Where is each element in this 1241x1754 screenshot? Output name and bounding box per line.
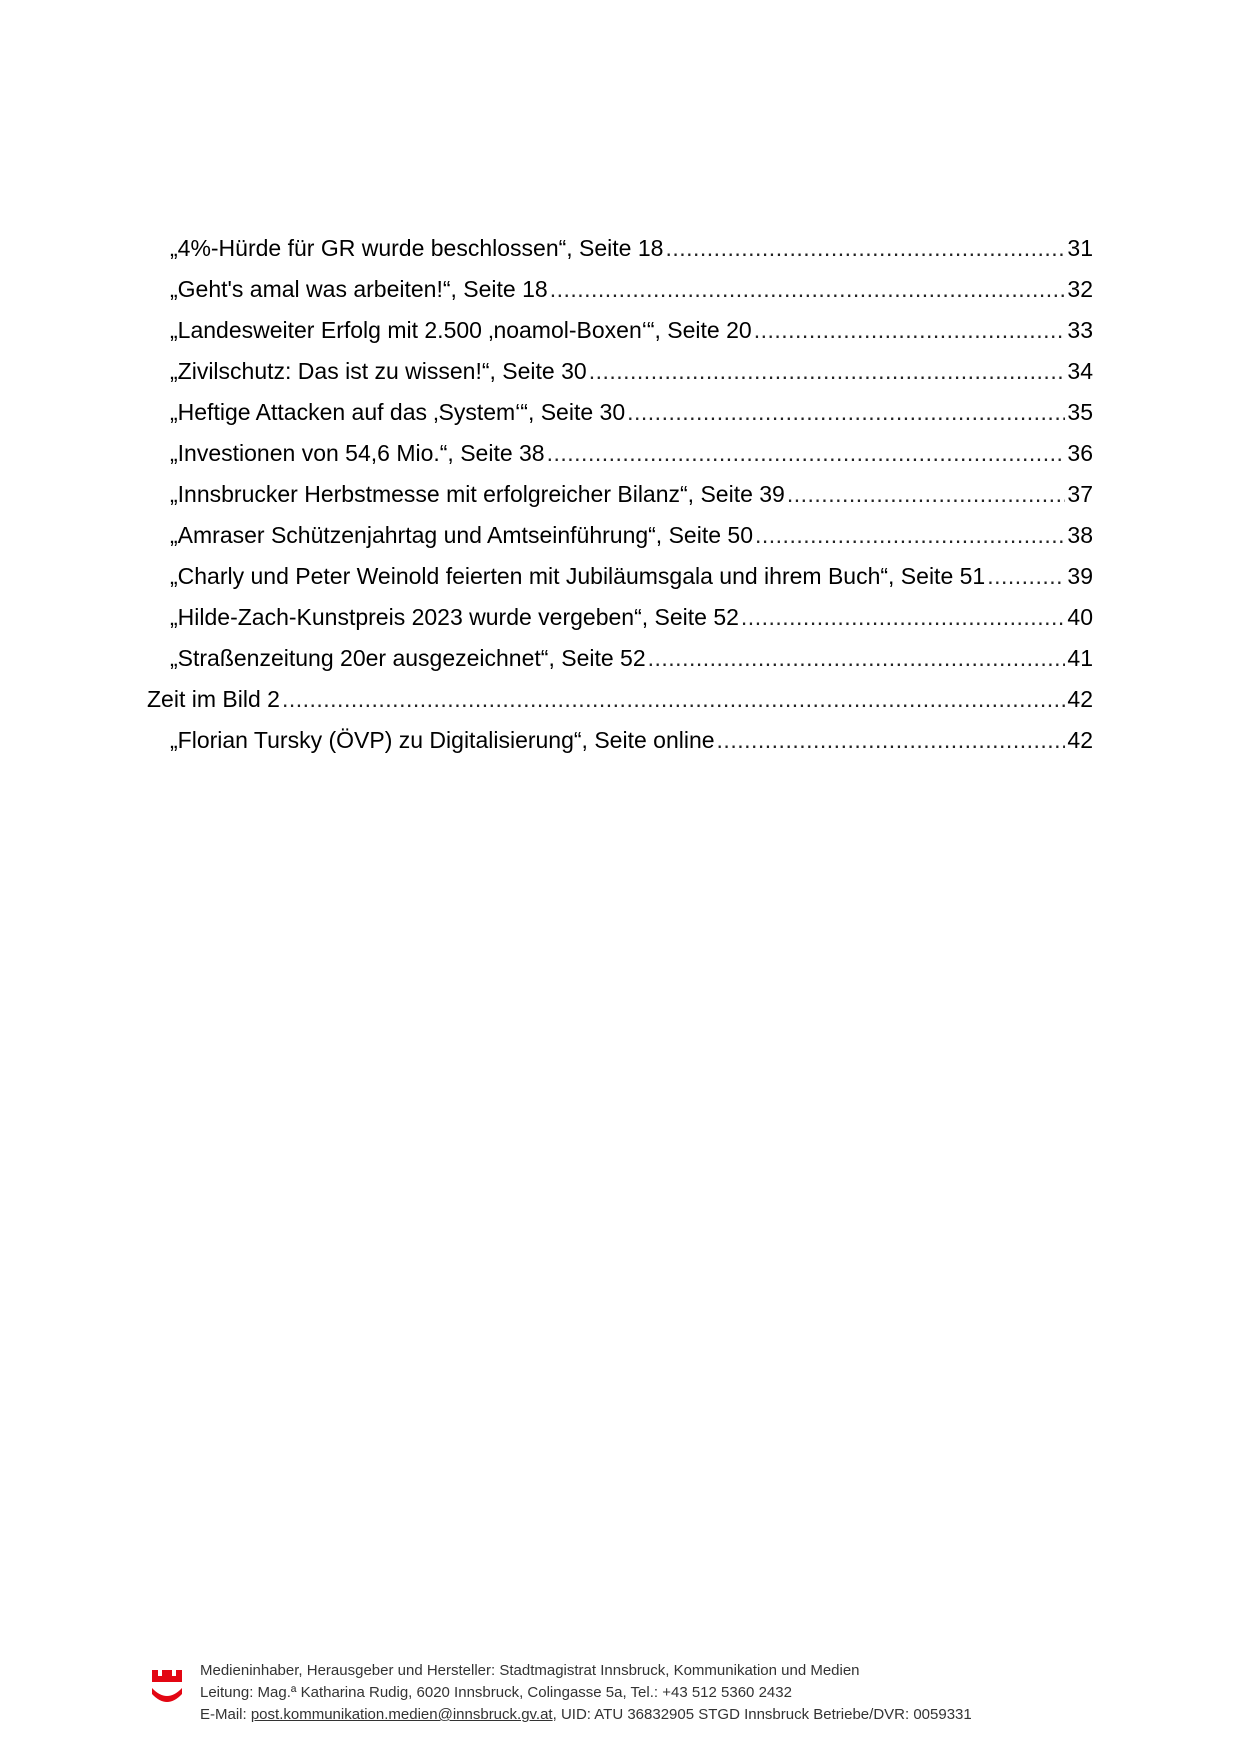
- toc-entry-page: 31: [1067, 235, 1093, 261]
- toc-entry-title: „Innsbrucker Herbstmesse mit erfolgreicher Bilanz“, Seite 39: [170, 481, 785, 507]
- toc-section-entry[interactable]: [147, 684, 1093, 714]
- toc-entry-page: 37: [1067, 481, 1093, 507]
- email-label: E-Mail:: [200, 1706, 251, 1723]
- toc-entry[interactable]: [170, 274, 1093, 304]
- toc-dot-leader: [754, 315, 1066, 345]
- toc-entry-title: „Investionen von 54,6 Mio.“, Seite 38: [170, 440, 545, 466]
- toc-entry-page: 35: [1067, 399, 1093, 425]
- toc-dot-leader: [550, 274, 1066, 304]
- toc-entry[interactable]: [170, 602, 1093, 632]
- toc-entry-title: „Geht's amal was arbeiten!“, Seite 18: [170, 276, 548, 302]
- toc-entry-page: 38: [1067, 522, 1093, 548]
- footer-line-management: Leitung: Mag.ª Katharina Rudig, 6020 Innsbruck, Colingasse 5a, Tel.: +43 512 5360 2432: [200, 1684, 792, 1701]
- toc-entry-title: „Zivilschutz: Das ist zu wissen!“, Seite 30: [170, 358, 587, 384]
- toc-entry-page: 42: [1067, 727, 1093, 753]
- toc-entry[interactable]: [170, 643, 1093, 673]
- email-link[interactable]: post.kommunikation.medien@innsbruck.gv.at: [250, 1706, 553, 1723]
- toc-entry-page: 39: [1067, 563, 1093, 589]
- toc-dot-leader: [589, 356, 1066, 386]
- toc-entry-title: „Landesweiter Erfolg mit 2.500 ‚noamol-Boxen‘“, Seite 20: [170, 317, 752, 343]
- toc-entry[interactable]: [170, 233, 1093, 263]
- toc-entry-title: „Heftige Attacken auf das ‚System‘“, Seite 30: [170, 399, 626, 425]
- toc-entry-title: „Charly und Peter Weinold feierten mit Jubiläumsgala und ihrem Buch“, Seite 51: [170, 563, 986, 589]
- footer-line-publisher: Medieninhaber, Herausgeber und Hersteller: Stadtmagistrat Innsbruck, Kommunikation und Medien: [200, 1662, 860, 1679]
- toc-dot-leader: [627, 397, 1065, 427]
- toc-dot-leader: [665, 233, 1065, 263]
- innsbruck-logo-icon: [150, 1664, 184, 1708]
- toc-entry-page: 33: [1067, 317, 1093, 343]
- toc-dot-leader: [787, 479, 1066, 509]
- footer-imprint: [200, 1660, 972, 1726]
- toc-entry[interactable]: [170, 438, 1093, 468]
- page-footer: [150, 1660, 1110, 1730]
- toc-entry[interactable]: [170, 356, 1093, 386]
- toc-entry-title: Zeit im Bild 2: [147, 686, 280, 712]
- toc-entry-title: „Straßenzeitung 20er ausgezeichnet“, Seite 52: [170, 645, 646, 671]
- toc-dot-leader: [755, 520, 1065, 550]
- toc-entry-page: 36: [1067, 440, 1093, 466]
- footer-line-contact: [200, 1704, 972, 1726]
- toc-entry-page: 32: [1067, 276, 1093, 302]
- toc-entry-title: „Amraser Schützenjahrtag und Amtseinführung“, Seite 50: [170, 522, 753, 548]
- toc-entry-page: 40: [1067, 604, 1093, 630]
- toc-dot-leader: [741, 602, 1065, 632]
- toc-dot-leader: [648, 643, 1066, 673]
- toc-entry[interactable]: [170, 561, 1093, 591]
- toc-entry-title: „Florian Tursky (ÖVP) zu Digitalisierung“, Seite online: [170, 727, 715, 753]
- footer-registration: , UID: ATU 36832905 STGD Innsbruck Betriebe/DVR: 0059331: [552, 1706, 972, 1723]
- toc-entry-page: 42: [1067, 686, 1093, 712]
- toc-entry[interactable]: [170, 520, 1093, 550]
- toc-entry[interactable]: [170, 725, 1093, 755]
- toc-dot-leader: [987, 561, 1065, 591]
- toc-dot-leader: [282, 684, 1065, 714]
- toc-entry-page: 41: [1067, 645, 1093, 671]
- toc-entry[interactable]: [170, 397, 1093, 427]
- toc-entry[interactable]: [170, 315, 1093, 345]
- toc-entry-title: „4%-Hürde für GR wurde beschlossen“, Seite 18: [170, 235, 664, 261]
- toc-entry-page: 34: [1067, 358, 1093, 384]
- toc-entry[interactable]: [170, 479, 1093, 509]
- toc-dot-leader: [547, 438, 1066, 468]
- toc-entry-title: „Hilde-Zach-Kunstpreis 2023 wurde vergeben“, Seite 52: [170, 604, 739, 630]
- toc-dot-leader: [717, 725, 1066, 755]
